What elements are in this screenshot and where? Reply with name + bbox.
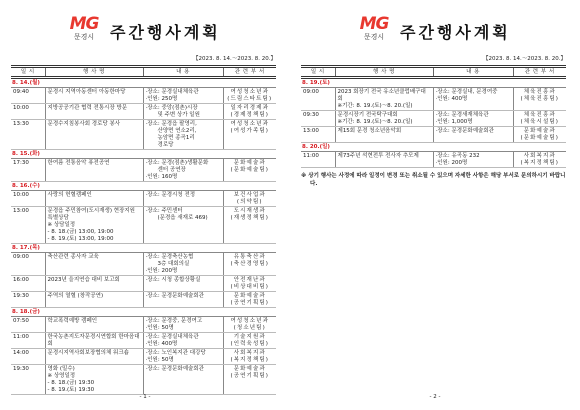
- event-time: 14:00: [11, 349, 45, 365]
- event-detail: ·장소: 중앙(점촌)시장: [145, 104, 198, 111]
- event-note: ※ 상담일정: [47, 221, 76, 228]
- event-detail: ·장소: 문경문화예술회관: [145, 292, 204, 299]
- schedule-period: 【2023. 8. 14.～2023. 8. 20.】: [483, 56, 566, 62]
- event-time: 13:00: [301, 127, 335, 143]
- department-cell: [223, 365, 276, 395]
- event-name: 제15회 문경 청소년음악회: [337, 127, 402, 134]
- event-details-cell: [433, 127, 513, 143]
- document-title: 주간행사계획: [400, 23, 511, 42]
- event-time: 19:30: [11, 292, 45, 308]
- page-2: [290, 0, 580, 410]
- logo-mark: MG: [69, 14, 99, 34]
- event-note: ※기간: 8. 19.(토)～8. 20.(일): [337, 118, 413, 125]
- event-detail: ·장소: 주민센터: [145, 207, 183, 214]
- event-detail: ·장소: 시청 종합상황실: [145, 276, 201, 283]
- event-detail: ·인원: 50명: [145, 324, 174, 331]
- event-time: 09:00: [11, 253, 45, 276]
- header-datetime: 일 시: [11, 67, 45, 78]
- event-detail: 3층 대회의실: [157, 260, 190, 267]
- table-header-row: [301, 67, 566, 78]
- department-cell: [513, 88, 566, 111]
- schedule-table: [11, 65, 276, 395]
- department-cell: [513, 111, 566, 127]
- department-cell: [223, 276, 276, 292]
- event-details-cell: [433, 111, 513, 127]
- logo-city-name: 문경시: [73, 33, 95, 41]
- event-detail: (문경읍 새재로 469): [157, 214, 208, 221]
- event-name-cell: [45, 333, 143, 349]
- department-name: 도시재생과: [233, 207, 266, 214]
- department-team: (복지정책팀): [520, 159, 560, 166]
- department-name: 문화예술과: [523, 127, 556, 134]
- event-name-cell: [45, 88, 143, 104]
- mungyeong-logo: [352, 16, 396, 42]
- event-note: ※ 상영일정: [47, 372, 76, 379]
- event-details-cell: [143, 104, 223, 120]
- event-row: [301, 152, 566, 168]
- department-name: 문화예술과: [233, 292, 266, 299]
- date-label: 8. 17.(목): [11, 244, 276, 253]
- event-detail: 및 주변 상가 일원: [157, 111, 200, 118]
- department-team: (복지정책팀): [230, 356, 270, 363]
- department-name: 일자리경제과: [230, 104, 269, 111]
- department-team: (인력육성팀): [230, 340, 270, 347]
- department-team: (체육시설팀): [520, 118, 560, 125]
- department-name: 기술지원과: [233, 333, 266, 340]
- event-details-cell: [433, 152, 513, 168]
- document-title: 주간행사계획: [110, 23, 221, 42]
- date-row: [301, 143, 566, 152]
- date-row: [11, 244, 276, 253]
- event-name: 한국농촌지도자문경시연합회 한마음대회: [47, 333, 140, 347]
- department-team: (문화예술팀): [230, 166, 270, 173]
- event-details-cell: [433, 88, 513, 111]
- date-row: [301, 78, 566, 88]
- department-cell: [223, 191, 276, 207]
- event-details-cell: [143, 292, 223, 308]
- event-detail: ·장소: 문경문화예술회관: [435, 127, 494, 134]
- mungyeong-logo: [62, 16, 106, 42]
- event-name: 문경읍 주민참여(도시재생) 현장지원 특별상담: [47, 207, 135, 221]
- event-name-cell: [45, 253, 143, 276]
- event-details-cell: [143, 253, 223, 276]
- department-team: (문화예술팀): [520, 134, 560, 141]
- event-row: [11, 365, 276, 395]
- event-detail: 농암면 종곡1리: [157, 134, 195, 141]
- page-number: - 2 -: [429, 394, 441, 400]
- logo-mark: MG: [359, 14, 389, 34]
- event-detail: ·장소: 문경읍 팔영리,: [145, 120, 197, 127]
- event-name-cell: [335, 111, 433, 127]
- department-name: 유통축산과: [233, 253, 266, 260]
- event-detail: ·인원: 200명: [145, 267, 178, 274]
- event-name: 학교폭력예방 캠페인: [47, 317, 98, 324]
- department-team: (경제정책팀): [230, 111, 270, 118]
- date-label: 8. 16.(수): [11, 182, 276, 191]
- event-detail: ·인원: 200명: [435, 159, 468, 166]
- header-event-name: 행 사 명: [45, 67, 143, 78]
- date-label: 8. 20.(일): [301, 143, 566, 152]
- event-time: 09:30: [301, 111, 335, 127]
- event-details-cell: [143, 349, 223, 365]
- event-details-cell: [143, 191, 223, 207]
- department-cell: [223, 349, 276, 365]
- event-detail: ·장소: 노인복지관 대강당: [145, 349, 206, 356]
- event-name-cell: [335, 88, 433, 111]
- event-details-cell: [143, 207, 223, 244]
- department-cell: [223, 253, 276, 276]
- event-row: [11, 349, 276, 365]
- event-name-cell: [45, 104, 143, 120]
- header-department: 관 련 부 서: [223, 67, 276, 78]
- event-time: 19:30: [11, 365, 45, 395]
- page-number: - 1 -: [139, 394, 151, 400]
- event-row: [11, 292, 276, 308]
- event-name-cell: [45, 365, 143, 395]
- event-note: - 8. 18.(금) 19:30: [47, 379, 95, 386]
- event-time: 16:00: [11, 276, 45, 292]
- event-name: 문경시 지역아동센터 아동한마당: [47, 88, 126, 95]
- department-name: 문화예술과: [233, 365, 266, 372]
- event-detail: ·장소: 문경실내체육관: [145, 333, 199, 340]
- event-name: 문경시지역사회보장협의체 워크숍: [47, 349, 129, 356]
- date-row: [11, 78, 276, 88]
- event-name: 2023 회장기 전국 유소년클럽배구대회: [337, 88, 426, 102]
- event-detail: ·인원: 50명: [145, 356, 174, 363]
- department-cell: [513, 152, 566, 168]
- event-details-cell: [143, 317, 223, 333]
- department-cell: [223, 333, 276, 349]
- department-team: (공연기획팀): [230, 299, 270, 306]
- event-name-cell: [45, 191, 143, 207]
- event-time: 10:00: [11, 191, 45, 207]
- event-name-cell: [45, 207, 143, 244]
- department-name: 체육진흥과: [523, 111, 556, 118]
- event-name: 2023년 을지연습 대비 보고회: [47, 276, 120, 283]
- department-team: (비상대비팀): [230, 283, 270, 290]
- event-details-cell: [143, 365, 223, 395]
- event-detail: 센터 공연장: [157, 166, 186, 173]
- event-details-cell: [143, 120, 223, 150]
- event-note: - 8. 19.(토) 13:00, 19:00: [47, 235, 114, 242]
- event-row: [11, 253, 276, 276]
- department-cell: [223, 88, 276, 104]
- date-label: 8. 19.(토): [301, 78, 566, 88]
- event-row: [11, 191, 276, 207]
- event-time: 17:30: [11, 159, 45, 182]
- department-team: (드림스타트팀): [227, 95, 273, 102]
- event-time: 09:40: [11, 88, 45, 104]
- schedule-content: [301, 65, 566, 188]
- date-label: 8. 15.(화): [11, 150, 276, 159]
- department-name: 여성청소년과: [230, 120, 269, 127]
- event-row: [11, 120, 276, 150]
- event-row: [11, 276, 276, 292]
- event-detail: ·인원: 400명: [435, 95, 468, 102]
- header-details: 내 용: [433, 67, 513, 78]
- event-details-cell: [143, 88, 223, 104]
- event-row: [11, 317, 276, 333]
- event-detail: ·장소: 문경문화예술회관: [145, 365, 204, 372]
- event-time: 10:00: [11, 104, 45, 120]
- department-name: 체육진흥과: [523, 88, 556, 95]
- event-name: 한여름 전통음악 퓨전공연: [47, 159, 110, 166]
- department-name: 사회복지과: [523, 152, 556, 159]
- schedule-footnote: ※ 상기 행사는 사정에 따라 일정이 변경 또는 취소될 수 있으며 자세한 사항은 해당 부서로 문의하시기 바랍니다.: [301, 173, 566, 187]
- event-detail: ·장소: 문경실내체육관: [145, 88, 199, 95]
- schedule-content: [11, 65, 276, 395]
- event-name: 지방공공기관 협력 전통시장 방문: [47, 104, 128, 111]
- event-time: 13:00: [11, 207, 45, 244]
- event-detail: ·인원: 400명: [145, 340, 178, 347]
- event-time: 13:30: [11, 120, 45, 150]
- event-row: [11, 104, 276, 120]
- event-time: 11:00: [11, 333, 45, 349]
- event-row: [11, 88, 276, 104]
- department-name: 문화예술과: [233, 159, 266, 166]
- department-team: (재생정책팀): [230, 214, 270, 221]
- event-detail: ·인원: 1,000명: [435, 118, 473, 125]
- department-cell: [223, 159, 276, 182]
- department-cell: [223, 207, 276, 244]
- department-name: 보건사업과: [233, 191, 266, 198]
- event-name: 문경수지침봉사회 경로당 봉사: [47, 120, 121, 127]
- event-detail: ·장소: 문경실내, 문경여중: [435, 88, 498, 95]
- department-team: (의약팀): [236, 198, 263, 205]
- event-detail: ·장소: 문경축산농협: [145, 253, 194, 260]
- event-detail: ·장소: 문경(점촌)생활문화: [145, 159, 209, 166]
- event-name-cell: [335, 152, 433, 168]
- department-team: (체육진흥팀): [520, 95, 560, 102]
- department-cell: [223, 292, 276, 308]
- department-cell: [223, 317, 276, 333]
- event-row: [11, 333, 276, 349]
- event-row: [301, 127, 566, 143]
- department-name: 사회복지과: [233, 349, 266, 356]
- schedule-body: [301, 78, 566, 168]
- event-name-cell: [45, 159, 143, 182]
- department-team: (공연기획팀): [230, 372, 270, 379]
- event-name: 사랑의 헌혈캠페인: [47, 191, 92, 198]
- department-cell: [513, 127, 566, 143]
- date-label: 8. 18.(금): [11, 308, 276, 317]
- event-details-cell: [143, 276, 223, 292]
- date-row: [11, 308, 276, 317]
- event-name: 제73주년 석현전투 전사자 추모제: [337, 152, 419, 159]
- department-name: 여성청소년과: [230, 317, 269, 324]
- event-name-cell: [45, 349, 143, 365]
- event-name-cell: [45, 317, 143, 333]
- event-details-cell: [143, 333, 223, 349]
- event-detail: ·인원: 250명: [145, 95, 178, 102]
- event-detail: ·장소: 문경중, 문경여고: [145, 317, 203, 324]
- schedule-body: [11, 78, 276, 395]
- department-team: (축산경영팀): [230, 260, 270, 267]
- event-time: 09:00: [301, 88, 335, 111]
- department-name: 여성청소년과: [230, 88, 269, 95]
- schedule-table: [301, 65, 566, 168]
- event-detail: ·장소: 문경시청 전정: [145, 191, 196, 198]
- event-detail: ·인원: 160명: [145, 173, 178, 180]
- event-name: 축산관련 종사자 교육: [47, 253, 99, 260]
- event-time: 11:00: [301, 152, 335, 168]
- date-row: [11, 182, 276, 191]
- event-time: 07:50: [11, 317, 45, 333]
- event-note: ※기간: 8. 19.(토)～8. 20.(일): [337, 102, 413, 109]
- event-note: - 8. 18.(금) 13:00, 19:00: [47, 228, 114, 235]
- event-name-cell: [335, 127, 433, 143]
- event-row: [11, 207, 276, 244]
- table-header-row: [11, 67, 276, 78]
- date-row: [11, 150, 276, 159]
- header-details: 내 용: [143, 67, 223, 78]
- event-detail: 산양면 연소2리,: [157, 127, 197, 134]
- event-row: [301, 111, 566, 127]
- date-label: 8. 14.(월): [11, 78, 276, 88]
- header-datetime: 일 시: [301, 67, 335, 78]
- event-name: 문경시장기 전국탁구대회: [337, 111, 398, 118]
- department-team: (청소년팀): [233, 324, 266, 331]
- event-detail: 경로당: [157, 141, 174, 148]
- schedule-period: 【2023. 8. 14.～2023. 8. 20.】: [193, 56, 276, 62]
- event-name-cell: [45, 120, 143, 150]
- header-department: 관 련 부 서: [513, 67, 566, 78]
- event-detail: ·장소: 유곡동 232: [435, 152, 480, 159]
- department-team: (여성가족팀): [230, 127, 270, 134]
- event-note: - 8. 19.(토) 19:30: [47, 386, 95, 393]
- header-event-name: 행 사 명: [335, 67, 433, 78]
- logo-city-name: 문경시: [363, 33, 385, 41]
- event-name: 영화 (밀수): [47, 365, 75, 372]
- event-row: [301, 88, 566, 111]
- department-cell: [223, 104, 276, 120]
- event-row: [11, 159, 276, 182]
- event-detail: ·장소: 문경새재체육관: [435, 111, 489, 118]
- event-name: 주역의 열혈 (창작공연): [47, 292, 104, 299]
- event-name-cell: [45, 276, 143, 292]
- event-details-cell: [143, 159, 223, 182]
- department-name: 안전재난과: [233, 276, 266, 283]
- event-name-cell: [45, 292, 143, 308]
- department-cell: [223, 120, 276, 150]
